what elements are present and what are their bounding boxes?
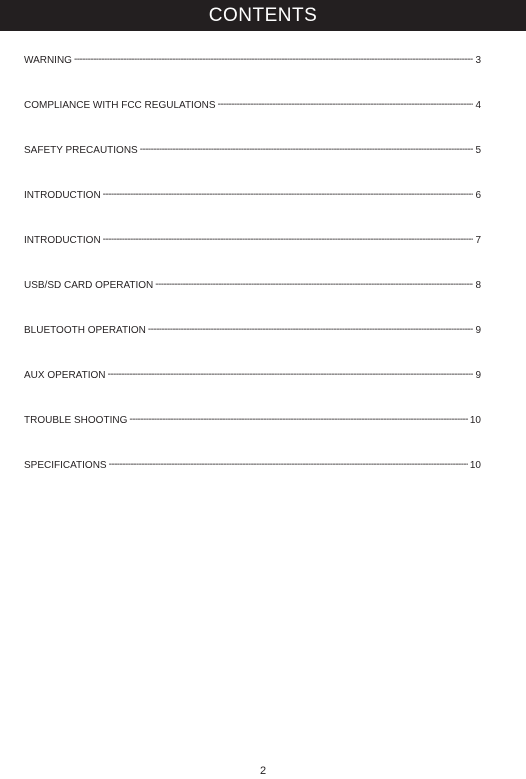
toc-entry-title: COMPLIANCE WITH FCC REGULATIONS [24,100,216,111]
toc-entry-page: 9 [475,370,481,381]
toc-entry-page: 5 [475,145,481,156]
toc-entry-title: WARNING [24,55,72,66]
toc-entry-title: BLUETOOTH OPERATION [24,325,146,336]
toc-entry[interactable] [24,55,481,100]
toc-entry-page: 6 [475,190,481,201]
toc-entry-page: 7 [475,235,481,246]
toc-entry-title: SPECIFICATIONS [24,460,107,471]
toc-entry[interactable] [24,325,481,370]
dot-leader [129,414,468,426]
page-number: 2 [259,765,267,777]
dot-leader [140,144,474,156]
dot-leader [148,324,474,336]
toc-entry-title: USB/SD CARD OPERATION [24,280,154,291]
toc-entry-title: AUX OPERATION [24,370,106,381]
page-title: CONTENTS [208,4,318,26]
toc-entry[interactable] [24,460,481,505]
toc-entry-page: 9 [475,325,481,336]
dot-leader [109,459,468,471]
table-of-contents [24,55,481,505]
toc-entry[interactable] [24,190,481,235]
toc-entry[interactable] [24,415,481,460]
dot-leader [103,234,474,246]
toc-entry-title: INTRODUCTION [24,235,101,246]
dot-leader [103,189,474,201]
toc-entry-page: 10 [469,460,481,471]
toc-entry[interactable] [24,145,481,190]
toc-entry-title: TROUBLE SHOOTING [24,415,128,426]
toc-entry[interactable] [24,100,481,145]
toc-entry-page: 8 [475,280,481,291]
dot-leader [108,369,474,381]
toc-entry-page: 10 [469,415,481,426]
toc-entry[interactable] [24,370,481,415]
dot-leader [218,99,474,111]
dot-leader [155,279,473,291]
toc-entry-page: 4 [475,100,481,111]
toc-entry-page: 3 [475,55,481,66]
toc-entry[interactable] [24,235,481,280]
toc-entry-title: INTRODUCTION [24,190,101,201]
contents-header-bar [0,0,526,31]
toc-entry-title: SAFETY PRECAUTIONS [24,145,138,156]
dot-leader [74,54,473,66]
toc-entry[interactable] [24,280,481,325]
